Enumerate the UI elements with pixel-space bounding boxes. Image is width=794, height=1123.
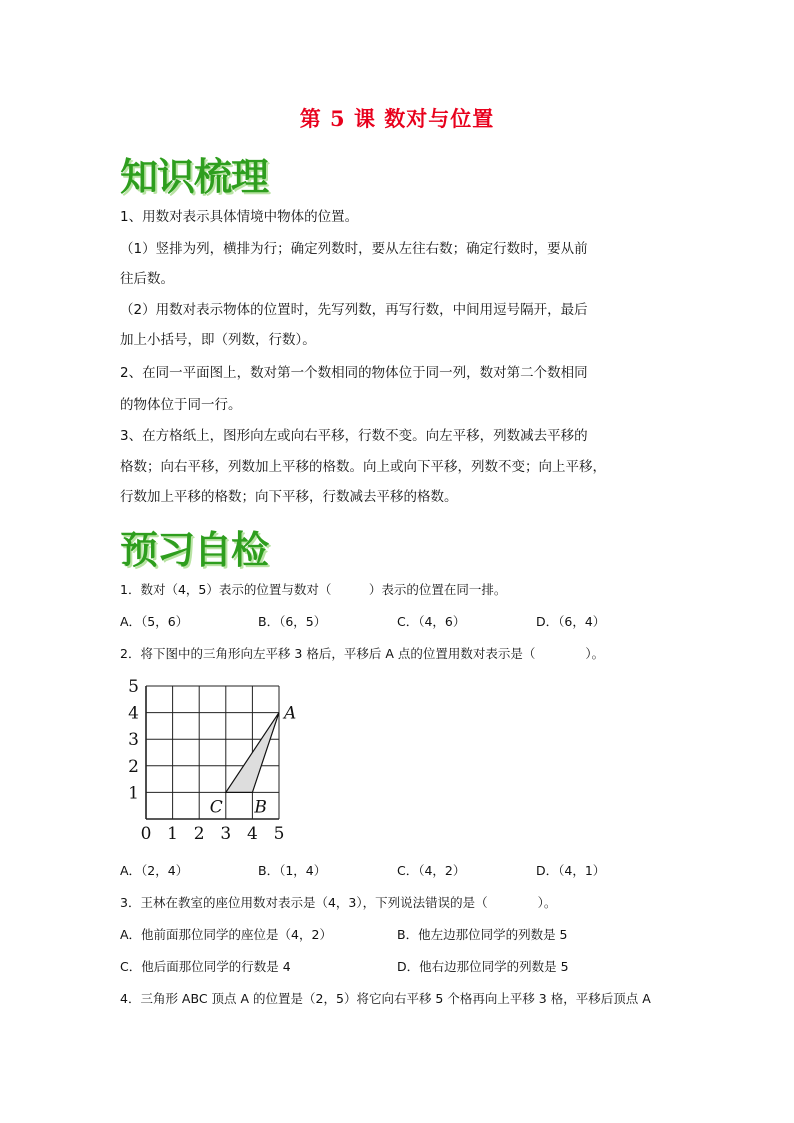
knowledge-point-3-line-2: 格数；向右平移，列数加上平移的格数。向上或向下平移，列数不变；向上平移， (120, 459, 606, 475)
knowledge-point-1: 1、用数对表示具体情境中物体的位置。 (120, 209, 359, 225)
question-3-option-b: B．他左边那位同学的列数是 5 (397, 927, 568, 942)
x-axis-tick-label: 0 (140, 824, 152, 844)
x-axis-tick-label: 5 (273, 824, 285, 844)
y-axis-tick-label: 2 (128, 756, 139, 777)
question-1-option-a: A．（5，6） (120, 614, 189, 629)
point-label-b: B (254, 797, 267, 818)
x-axis-tick-label: 2 (193, 824, 205, 844)
x-axis-tick-label: 3 (220, 824, 232, 844)
point-label-c: C (209, 797, 223, 818)
question-3-option-a: A．他前面那位同学的座位是（4，2） (120, 927, 332, 942)
coordinate-grid-figure (120, 672, 320, 852)
question-1-option-b: B．（6，5） (258, 614, 327, 629)
question-2-option-b: B．（1，4） (258, 863, 327, 878)
knowledge-point-1-1-line-1: （1）竖排为列，横排为行；确定列数时，要从左往右数；确定行数时，要从前 (120, 241, 588, 257)
y-axis-tick-label: 4 (128, 703, 139, 724)
knowledge-point-3-line-1: 3、在方格纸上，图形向左或向右平移，行数不变。向左平移，列数减去平移的 (120, 428, 588, 444)
question-2-stem: 2．将下图中的三角形向左平移 3 格后，平移后 A 点的位置用数对表示是（ ）。 (120, 646, 605, 661)
knowledge-point-1-2-line-2: 加上小括号，即（列数，行数）。 (120, 332, 316, 348)
knowledge-point-2-line-2: 的物体位于同一行。 (120, 397, 242, 413)
x-axis-tick-label: 4 (246, 824, 258, 844)
knowledge-point-1-2-line-1: （2）用数对表示物体的位置时，先写列数，再写行数，中间用逗号隔开，最后 (120, 302, 588, 318)
page-title: 第 5 课 数对与位置 (299, 106, 495, 131)
question-2-option-d: D．（4，1） (536, 863, 606, 878)
question-4-stem: 4．三角形 ABC 顶点 A 的位置是（2，5）将它向右平移 5 个格再向上平移 3 格，平移后顶点 A (120, 991, 651, 1006)
y-axis-tick-label: 3 (128, 730, 139, 751)
question-3-stem: 3．王林在教室的座位用数对表示是（4，3），下列说法错误的是（ ）。 (120, 895, 557, 910)
knowledge-point-1-1-line-2: 往后数。 (120, 271, 174, 287)
point-label-a: A (284, 703, 297, 724)
knowledge-point-3-line-3: 行数加上平移的格数；向下平移，行数减去平移的格数。 (120, 489, 458, 505)
question-1-option-c: C．（4，6） (397, 614, 466, 629)
y-axis-tick-label: 5 (128, 677, 139, 697)
knowledge-section-banner: 知识梳理 (120, 155, 269, 199)
question-2-option-c: C．（4，2） (397, 863, 466, 878)
y-axis-tick-label: 1 (128, 783, 139, 804)
question-3-option-d: D．他右边那位同学的列数是 5 (397, 959, 569, 974)
question-1-stem: 1．数对（4，5）表示的位置与数对（ ）表示的位置在同一排。 (120, 582, 507, 597)
question-2-option-a: A．（2，4） (120, 863, 189, 878)
question-1-option-d: D．（6，4） (536, 614, 606, 629)
preview-section-banner: 预习自检 (120, 528, 269, 572)
question-3-option-c: C．他后面那位同学的行数是 4 (120, 959, 291, 974)
x-axis-tick-label: 1 (167, 824, 179, 844)
knowledge-point-2-line-1: 2、在同一平面图上，数对第一个数相同的物体位于同一列，数对第二个数相同 (120, 365, 588, 381)
